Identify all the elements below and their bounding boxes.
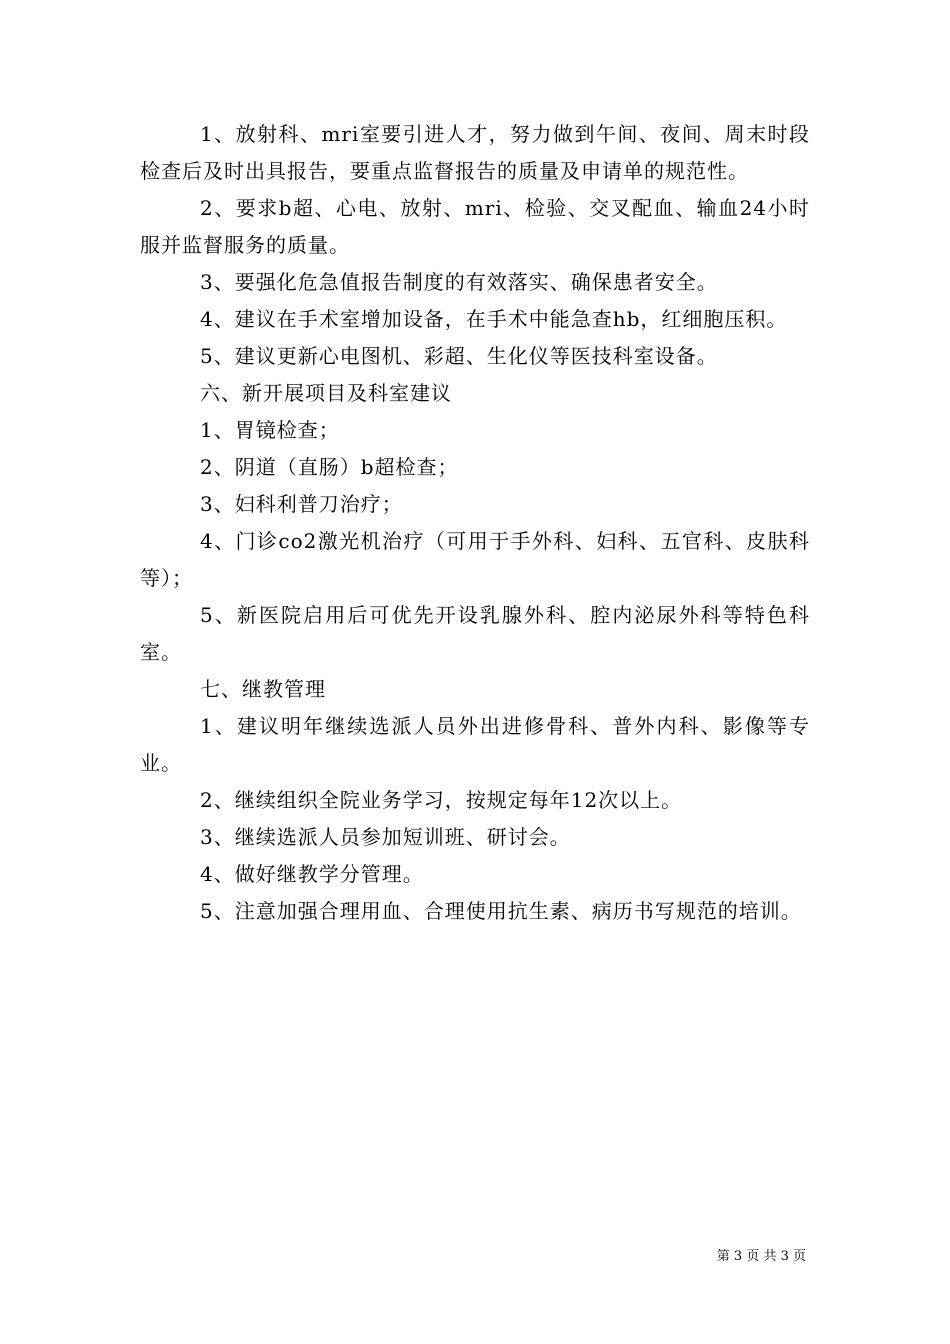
list-item-short-courses: 3、继续选派人员参加短训班、研讨会。 <box>200 825 571 849</box>
section-heading-continuing-education: 七、继教管理 <box>200 677 326 701</box>
list-item-further-training: 1、建议明年继续选派人员外出进修骨科、普外内科、影像等专业。 <box>140 714 810 775</box>
paragraph-surgery-equipment: 4、建议在手术室增加设备，在手术中能急查hb，红细胞压积。 <box>200 307 788 331</box>
list-item-b-ultrasound: 2、阴道（直肠）b超检查； <box>200 455 459 479</box>
list-item-leep-treatment: 3、妇科利普刀治疗； <box>200 492 403 516</box>
list-item-credit-management: 4、做好继教学分管理。 <box>200 862 424 886</box>
list-item-co2-laser: 4、门诊co2激光机治疗（可用于手外科、妇科、五官科、皮肤科等）； <box>140 529 810 590</box>
document-body <box>140 116 810 930</box>
paragraph-24h-service: 2、要求b超、心电、放射、mri、检验、交叉配血、输血24小时服并监督服务的质量。 <box>140 196 810 257</box>
paragraph-radiology-mri: 1、放射科、mri室要引进人才，努力做到午间、夜间、周末时段检查后及时出具报告，要重点监督报告的质量及申请单的规范性。 <box>140 122 810 183</box>
page-number-footer: 第 3 页 共 3 页 <box>716 1249 806 1264</box>
list-item-gastroscopy: 1、胃镜检查； <box>200 418 340 442</box>
list-item-hospital-study: 2、继续组织全院业务学习，按规定每年12次以上。 <box>200 788 683 812</box>
paragraph-critical-value: 3、要强化危急值报告制度的有效落实、确保患者安全。 <box>200 270 718 294</box>
paragraph-update-equipment: 5、建议更新心电图机、彩超、生化仪等医技科室设备。 <box>200 344 718 368</box>
list-item-rational-use-training: 5、注意加强合理用血、合理使用抗生素、病历书写规范的培训。 <box>200 899 802 923</box>
list-item-new-departments: 5、新医院启用后可优先开设乳腺外科、腔内泌尿外科等特色科室。 <box>140 603 810 664</box>
section-heading-new-projects: 六、新开展项目及科室建议 <box>200 381 452 405</box>
